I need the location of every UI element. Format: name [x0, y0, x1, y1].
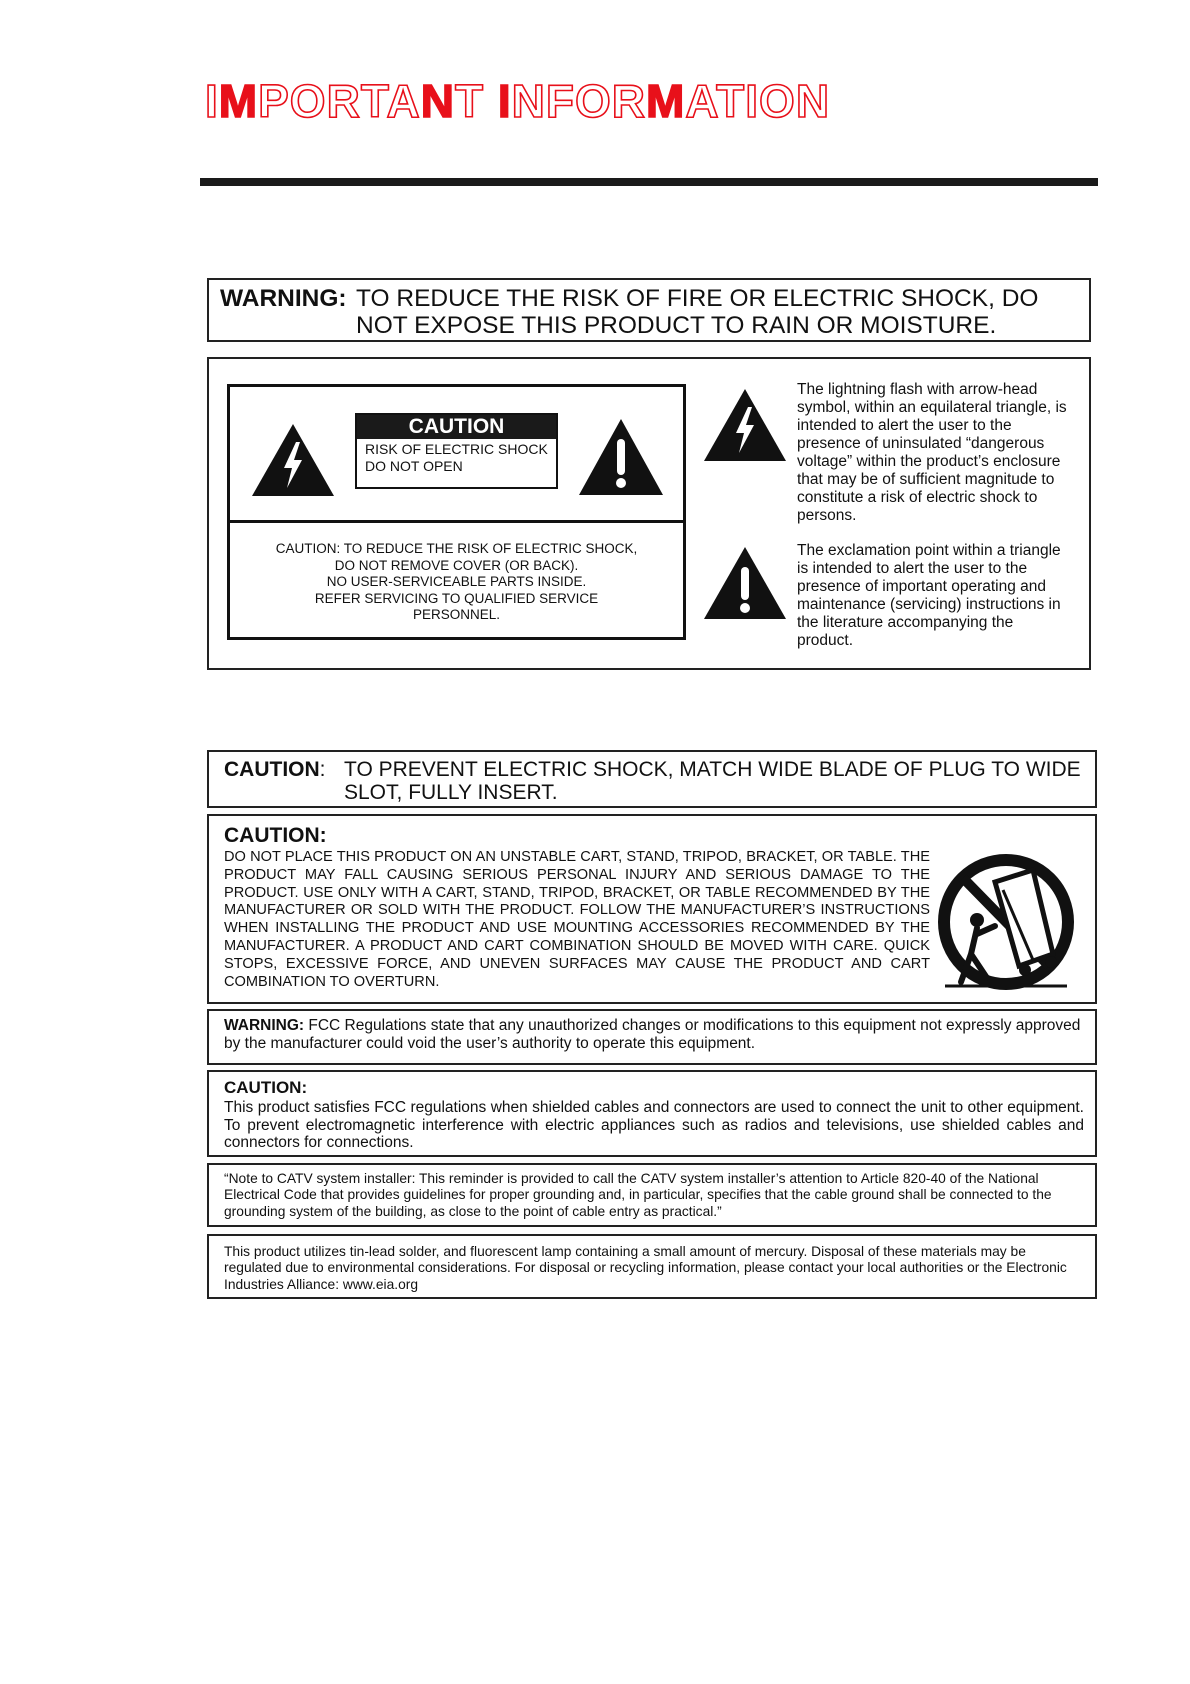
caution-notice — [230, 523, 683, 637]
caution-notice-line: NO USER-SERVICEABLE PARTS INSIDE. — [326, 574, 587, 589]
caution-plug-text: TO PREVENT ELECTRIC SHOCK, MATCH WIDE BLADE OF PLUG TO WIDE SLOT, FULLY INSERT. — [344, 758, 1081, 804]
caution-plug-label: CAUTION: — [224, 758, 326, 781]
title-divider — [200, 178, 1098, 186]
warning-label: WARNING: — [220, 285, 347, 312]
caution-cables-label: CAUTION: — [224, 1078, 308, 1097]
symbol-panel — [207, 357, 1091, 670]
cart-tip-over-icon — [933, 850, 1079, 998]
lightning-description: The lightning flash with arrow-head symbol, within an equilateral triangle, is intended to alert the user to the presence of uninsulated “dangerous voltage” within the product’s enclosure that may be of sufficient magnitude to constitute a risk of electric shock to persons. — [797, 381, 1067, 524]
warning-rain-box — [207, 278, 1091, 342]
caution-heading: CAUTION — [357, 415, 556, 439]
catv-note-text: “Note to CATV system installer: This reminder is provided to call the CATV system installer’s attention to Article 820-40 of the National Electrical Code that provides guidelines for proper grounding and, in particular, specifies that the cable ground shall be connected to the grounding system of the building, as close to the point of cable entry as practical.” — [224, 1171, 1052, 1219]
page-title: IMPORTANT INFORMATION — [205, 75, 831, 127]
warning-fcc-box — [207, 1009, 1097, 1065]
caution-line-1: RISK OF ELECTRIC SHOCK — [365, 441, 548, 457]
caution-notice-line: PERSONNEL. — [412, 607, 501, 622]
disposal-note-box — [207, 1234, 1097, 1299]
caution-cables-text: This product satisfies FCC regulations when shielded cables and connectors are used to connect the unit to other equipment. To prevent electromagnetic interference with electric appliances such as radios and televisions, use shielded cables and connectors for connections. — [224, 1099, 1084, 1151]
caution-cables-box — [207, 1070, 1097, 1157]
lightning-triangle-icon — [250, 422, 336, 498]
caution-plug-box — [207, 750, 1097, 808]
lightning-triangle-icon — [702, 387, 788, 463]
disposal-note-text: This product utilizes tin-lead solder, and fluorescent lamp containing a small amount of mercury. Disposal of these materials may be regulated due to environmental considerations. For disposal or recycling information, please contact your local authorities or the Electronic Industries Alliance: www.eia.org — [224, 1244, 1067, 1292]
warning-text: TO REDUCE THE RISK OF FIRE OR ELECTRIC SHOCK, DO NOT EXPOSE THIS PRODUCT TO RAIN OR MOISTURE. — [356, 285, 1039, 339]
catv-note-box — [207, 1163, 1097, 1227]
exclamation-triangle-icon — [577, 417, 665, 497]
caution-notice-line: CAUTION: TO REDUCE THE RISK OF ELECTRIC SHOCK, — [275, 541, 638, 556]
warning-fcc-text: FCC Regulations state that any unauthorized changes or modifications to this equipment not expressly approved by the manufacturer could void the user’s authority to operate this equipment. — [224, 1017, 1081, 1052]
exclamation-description: The exclamation point within a triangle is intended to alert the user to the presence of important operating and maintenance (servicing) instructions in the literature accompanying the product. — [797, 542, 1061, 649]
caution-line-2: DO NOT OPEN — [365, 458, 463, 474]
caution-cart-label: CAUTION: — [224, 824, 327, 847]
caution-cart-box — [207, 814, 1097, 1004]
caution-cart-text: DO NOT PLACE THIS PRODUCT ON AN UNSTABLE CART, STAND, TRIPOD, BRACKET, OR TABLE. THE PRODUCT MAY FALL CAUSING SERIOUS PERSONAL INJURY AND SERIOUS DAMAGE TO THE PRODUCT. USE ONLY WITH A CART, STAND, TRIPOD, BRACKET, OR TABLE RECOMMENDED BY THE MANUFACTURER OR SOLD WITH THE PRODUCT. FOLLOW THE MANUFACTURER’S INSTRUCTIONS WHEN INSTALLING THE PRODUCT AND USE MOUNTING ACCESSORIES RECOMMENDED BY THE MANUFACTURER. A PRODUCT AND CART COMBINATION SHOULD BE MOVED WITH CARE. QUICK STOPS, EXCESSIVE FORCE, AND UNEVEN SURFACES MAY CAUSE THE PRODUCT AND CART COMBINATION TO OVERTURN. — [224, 849, 930, 990]
caution-label-box — [355, 413, 558, 489]
warning-fcc-label: WARNING: — [224, 1017, 305, 1034]
exclamation-triangle-icon — [702, 545, 788, 621]
caution-label-graphic — [227, 384, 686, 640]
caution-label-top — [230, 387, 683, 523]
caution-notice-line: DO NOT REMOVE COVER (OR BACK). — [334, 557, 579, 573]
caution-notice-line: REFER SERVICING TO QUALIFIED SERVICE — [314, 590, 599, 606]
